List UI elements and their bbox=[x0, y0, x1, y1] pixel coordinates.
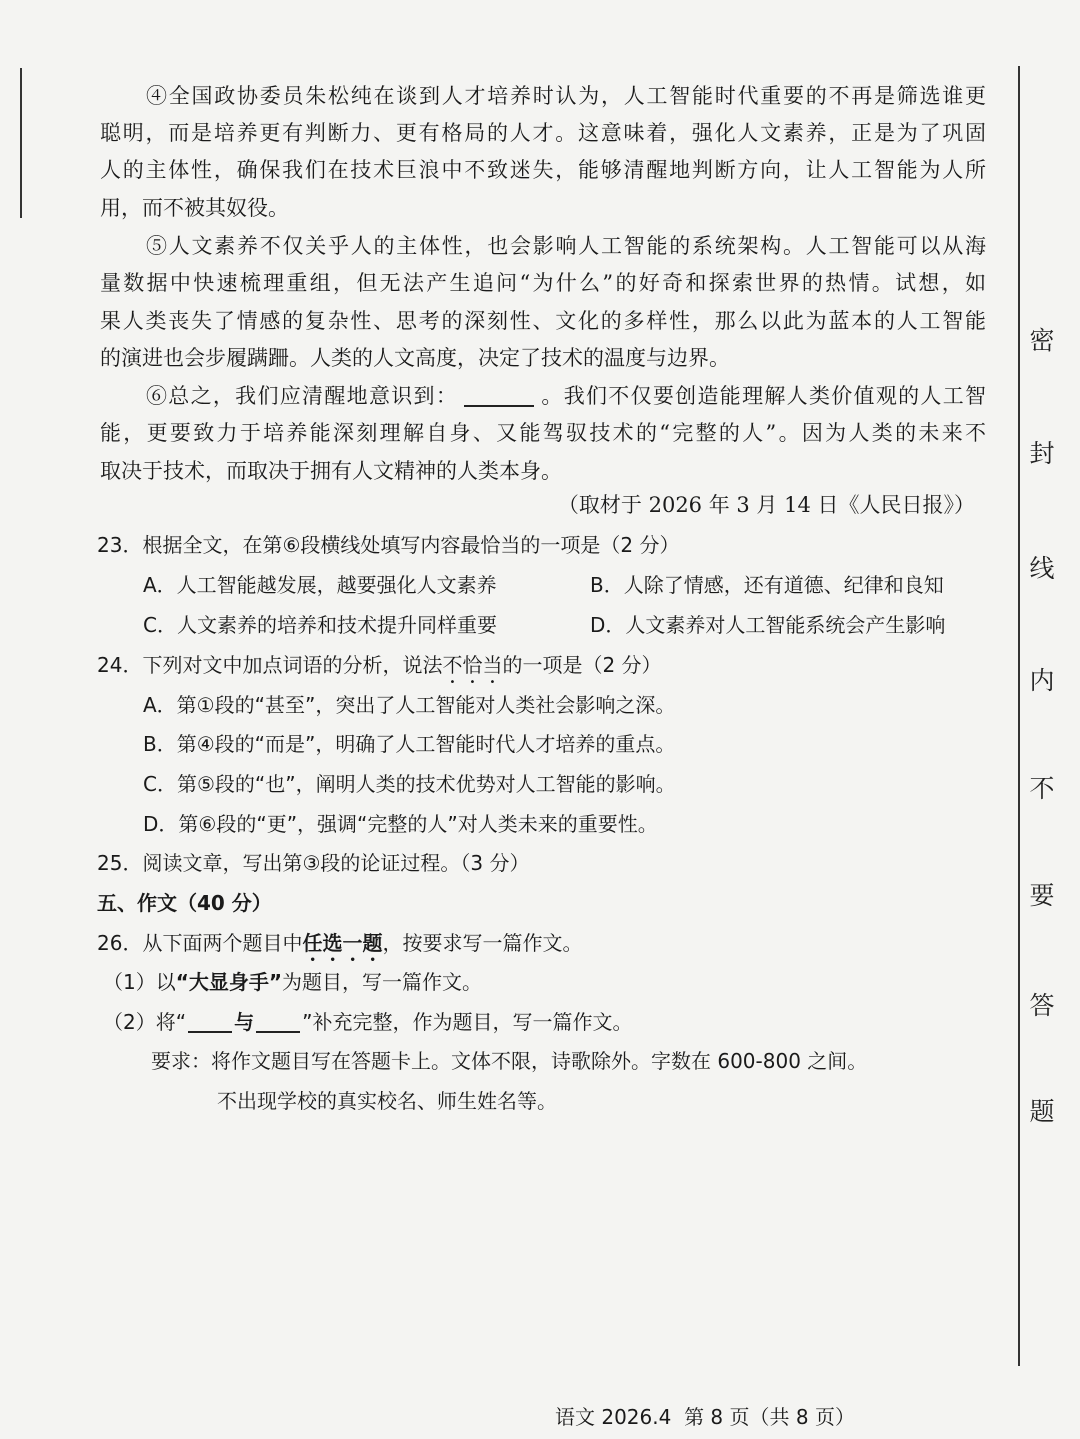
question-23-option-a: A．人工智能越发展，越要强化人文素养 bbox=[143, 573, 497, 597]
option-text: 与 bbox=[234, 1010, 255, 1034]
passage-text: ⑥总之，我们应清醒地意识到： bbox=[146, 384, 459, 408]
fill-blank bbox=[464, 383, 534, 407]
question-24-option-d: D．第⑥段的“更”，强调“完整的人”对人类未来的重要性。 bbox=[143, 812, 658, 836]
seal-char: 要 bbox=[1029, 881, 1055, 910]
option-text: （1）以 bbox=[103, 970, 176, 994]
exam-code: 语文 2026.4 bbox=[555, 1405, 672, 1429]
seal-char: 密 bbox=[1029, 326, 1055, 355]
seal-char: 封 bbox=[1029, 439, 1055, 468]
fill-blank bbox=[188, 1009, 232, 1033]
passage-line: 的演进也会步履蹒跚。人类的人文高度，决定了技术的温度与边界。 bbox=[100, 346, 730, 370]
binding-margin-line bbox=[20, 68, 22, 218]
question-23-option-b: B．人除了情感，还有道德、纪律和良知 bbox=[590, 573, 944, 597]
seal-char: 内 bbox=[1029, 666, 1055, 695]
seal-char: 题 bbox=[1029, 1097, 1055, 1126]
question-24-option-a: A．第①段的“甚至”，突出了人工智能对人类社会影响之深。 bbox=[143, 693, 676, 717]
seal-char: 答 bbox=[1029, 991, 1055, 1020]
passage-text: 。我们不仅要创造能理解人类价值观的人工智 bbox=[540, 384, 987, 408]
passage-line: 果人类丧失了情感的复杂性、思考的深刻性、文化的多样性，那么以此为蓝本的人工智能 bbox=[100, 309, 986, 333]
section-title: 五、作文（40 分） bbox=[97, 891, 272, 915]
option-text: （2）将“ bbox=[103, 1010, 187, 1034]
passage-source: （取材于 2026 年 3 月 14 日《人民日报》） bbox=[557, 493, 975, 517]
seal-char: 不 bbox=[1029, 774, 1055, 803]
emphasized-text: 不恰当 bbox=[442, 653, 503, 677]
essay-requirements: 不出现学校的真实校名、师生姓名等。 bbox=[217, 1089, 557, 1113]
passage-line: 聪明，而是培养更有判断力、更有格局的人才。这意味着，强化人文素养，正是为了巩固 bbox=[100, 121, 986, 145]
question-23-stem: 23．根据全文，在第⑥段横线处填写内容最恰当的一项是（2 分） bbox=[97, 533, 680, 557]
option-text: ”补充完整，作为题目，写一篇作文。 bbox=[302, 1010, 633, 1034]
seal-char: 线 bbox=[1029, 554, 1055, 583]
stem-text: 26．从下面两个题目中 bbox=[97, 931, 303, 955]
passage-line: 取决于技术，而取决于拥有人文精神的人类本身。 bbox=[100, 459, 562, 483]
question-26-stem bbox=[97, 928, 582, 966]
passage-line: ⑤人文素养不仅关乎人的主体性，也会影响人工智能的系统架构。人工智能可以从海 bbox=[146, 234, 986, 258]
emphasized-text: 任选一题 bbox=[302, 931, 383, 955]
stem-text: 24．下列对文中加点词语的分析，说法 bbox=[97, 653, 443, 677]
question-24-stem bbox=[97, 650, 662, 688]
option-text: 为题目，写一篇作文。 bbox=[282, 970, 483, 994]
question-26-option-2 bbox=[103, 1007, 632, 1037]
question-23-option-c: C．人文素养的培养和技术提升同样重要 bbox=[143, 613, 497, 637]
passage-line: 能，更要致力于培养能深刻理解自身、又能驾驭技术的“完整的人”。因为人类的未来不 bbox=[100, 421, 986, 445]
passage-line-with-blank bbox=[146, 381, 986, 411]
passage-line: 用，而不被其奴役。 bbox=[100, 196, 289, 220]
seal-line bbox=[1018, 66, 1020, 1366]
passage-line: 人的主体性，确保我们在技术巨浪中不致迷失，能够清醒地判断方向，让人工智能为人所 bbox=[100, 158, 986, 182]
question-24-option-c: C．第⑤段的“也”，阐明人类的技术优势对人工智能的影响。 bbox=[143, 772, 676, 796]
question-24-option-b: B．第④段的“而是”，明确了人工智能时代人才培养的重点。 bbox=[143, 732, 676, 756]
passage-line: ④全国政协委员朱松纯在谈到人才培养时认为，人工智能时代重要的不再是筛选谁更 bbox=[146, 84, 986, 108]
stem-text: ，按要求写一篇作文。 bbox=[382, 931, 583, 955]
essay-title: “大显身手” bbox=[175, 970, 283, 994]
question-23-option-d: D．人文素养对人工智能系统会产生影响 bbox=[590, 613, 946, 637]
question-25-stem: 25．阅读文章，写出第③段的论证过程。（3 分） bbox=[97, 851, 530, 875]
passage-line: 量数据中快速梳理重组，但无法产生追问“为什么”的好奇和探索世界的热情。试想，如 bbox=[100, 271, 986, 295]
page-number: 第 8 页（共 8 页） bbox=[684, 1405, 855, 1429]
page-footer bbox=[555, 1402, 855, 1432]
question-26-option-1 bbox=[103, 967, 482, 997]
stem-text: 的一项是（2 分） bbox=[502, 653, 662, 677]
fill-blank bbox=[256, 1009, 300, 1033]
essay-requirements: 要求：将作文题目写在答题卡上。文体不限，诗歌除外。字数在 600-800 之间。 bbox=[151, 1049, 868, 1073]
